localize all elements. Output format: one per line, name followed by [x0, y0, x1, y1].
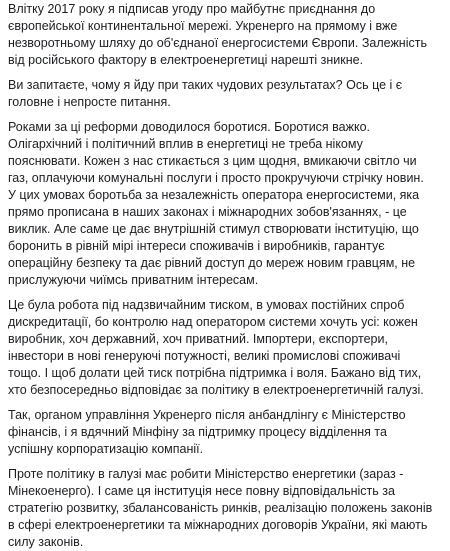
post-text-line: Мінекоенерго). І саме ця інституція несе повну відповідальність за [8, 484, 395, 498]
post-text-line: хто безпосередньо відповідає за політику в електроенергетичній галузі. [8, 383, 424, 397]
post-text-line: європейської континентальної мережі. Укренерго на прямому і вже [8, 19, 398, 33]
post-text-line: Влітку 2017 року я підписав угоду про майбутнє приєднання до [8, 2, 376, 16]
post-paragraph [8, 77, 442, 111]
post-text-line: Це була робота під надзвичайним тиском, в умовах постійних спроб [8, 298, 405, 312]
post-text-line: прямо прописана в наших законах і міжнародних зобов'язаннях, - це [8, 205, 407, 219]
post-text-line: від російського фактору в електроенергетиці нарешті зникне. [8, 53, 364, 67]
post-text-line: тощо. І щоб долати цей тиск потрібна підтримка і воля. Бажано від тих, [8, 366, 422, 380]
post-text-line: дискредитації, бо контролю над оператором системи хочуть усі: кожен [8, 315, 418, 329]
post-text-line: виклик. Але саме це дає внутрішній стимул створювати інституцію, що [8, 222, 419, 236]
post-text-line: пояснювати. Кожен з нас стикається з цим щодня, вмикаючи світло чи [8, 154, 417, 168]
post-paragraph [8, 297, 442, 399]
post-paragraph [8, 119, 442, 289]
post-text-line: силу законів. [8, 535, 84, 549]
post-text-line: Роками за ці реформи доводилося боротися. Боротися важко. [8, 120, 371, 134]
post-text-line: стратегію розвитку, збалансованість ринків, реалізацію положень законів [8, 501, 433, 515]
post-paragraph [8, 407, 442, 458]
post-text-line: Проте політику в галузі має робити Міністерство енергетики (зараз - [8, 467, 404, 481]
post-text-line: Ви запитаєте, чому я йду при таких чудових результатах? Ось це і є [8, 78, 403, 92]
post-text-line: виробник, хоч державний, хоч приватний. Імпортери, експортери, [8, 332, 388, 346]
post-text-line: фінансів, і я вдячний Мінфіну за підтримку процесу відділення та [8, 425, 387, 439]
post-text-line: Олігархічний і політичний вплив в енергетиці не треба нікому [8, 137, 363, 151]
post-paragraph [8, 466, 442, 551]
post-text-line: головне і непросте питання. [8, 95, 171, 109]
post-text-line: незворотньому шляху до об'єднаної енергосистеми Європи. Залежність [8, 36, 427, 50]
post-text-line: прислужуючи чиїмсь приватним інтересам. [8, 273, 259, 287]
post-text-line: успішну корпоратизацію компанії. [8, 442, 204, 456]
post-text-line: інвестори в нові генеруючі потужності, великі промислові споживачі [8, 349, 401, 363]
post-text-line: операційну безпеку та дає рівний доступ до мереж новим гравцям, не [8, 256, 416, 270]
post-paragraph [8, 1, 442, 69]
post-text-line: боронить в рівній мірі інтереси споживачів і виробників, гарантує [8, 239, 385, 253]
post-text-line: У цих умовах боротьба за незалежність оператора енергосистеми, яка [8, 188, 420, 202]
post-text-line: газ, оплачуючи комунальні послуги і просто прокручуючи стрічку новин. [8, 171, 424, 185]
post-text-line: Так, органом управління Укренерго після анбандлінгу є Міністерство [8, 408, 406, 422]
post-text-line: в сфері електроенергетики та міжнародних договорів України, які мають [8, 518, 428, 532]
